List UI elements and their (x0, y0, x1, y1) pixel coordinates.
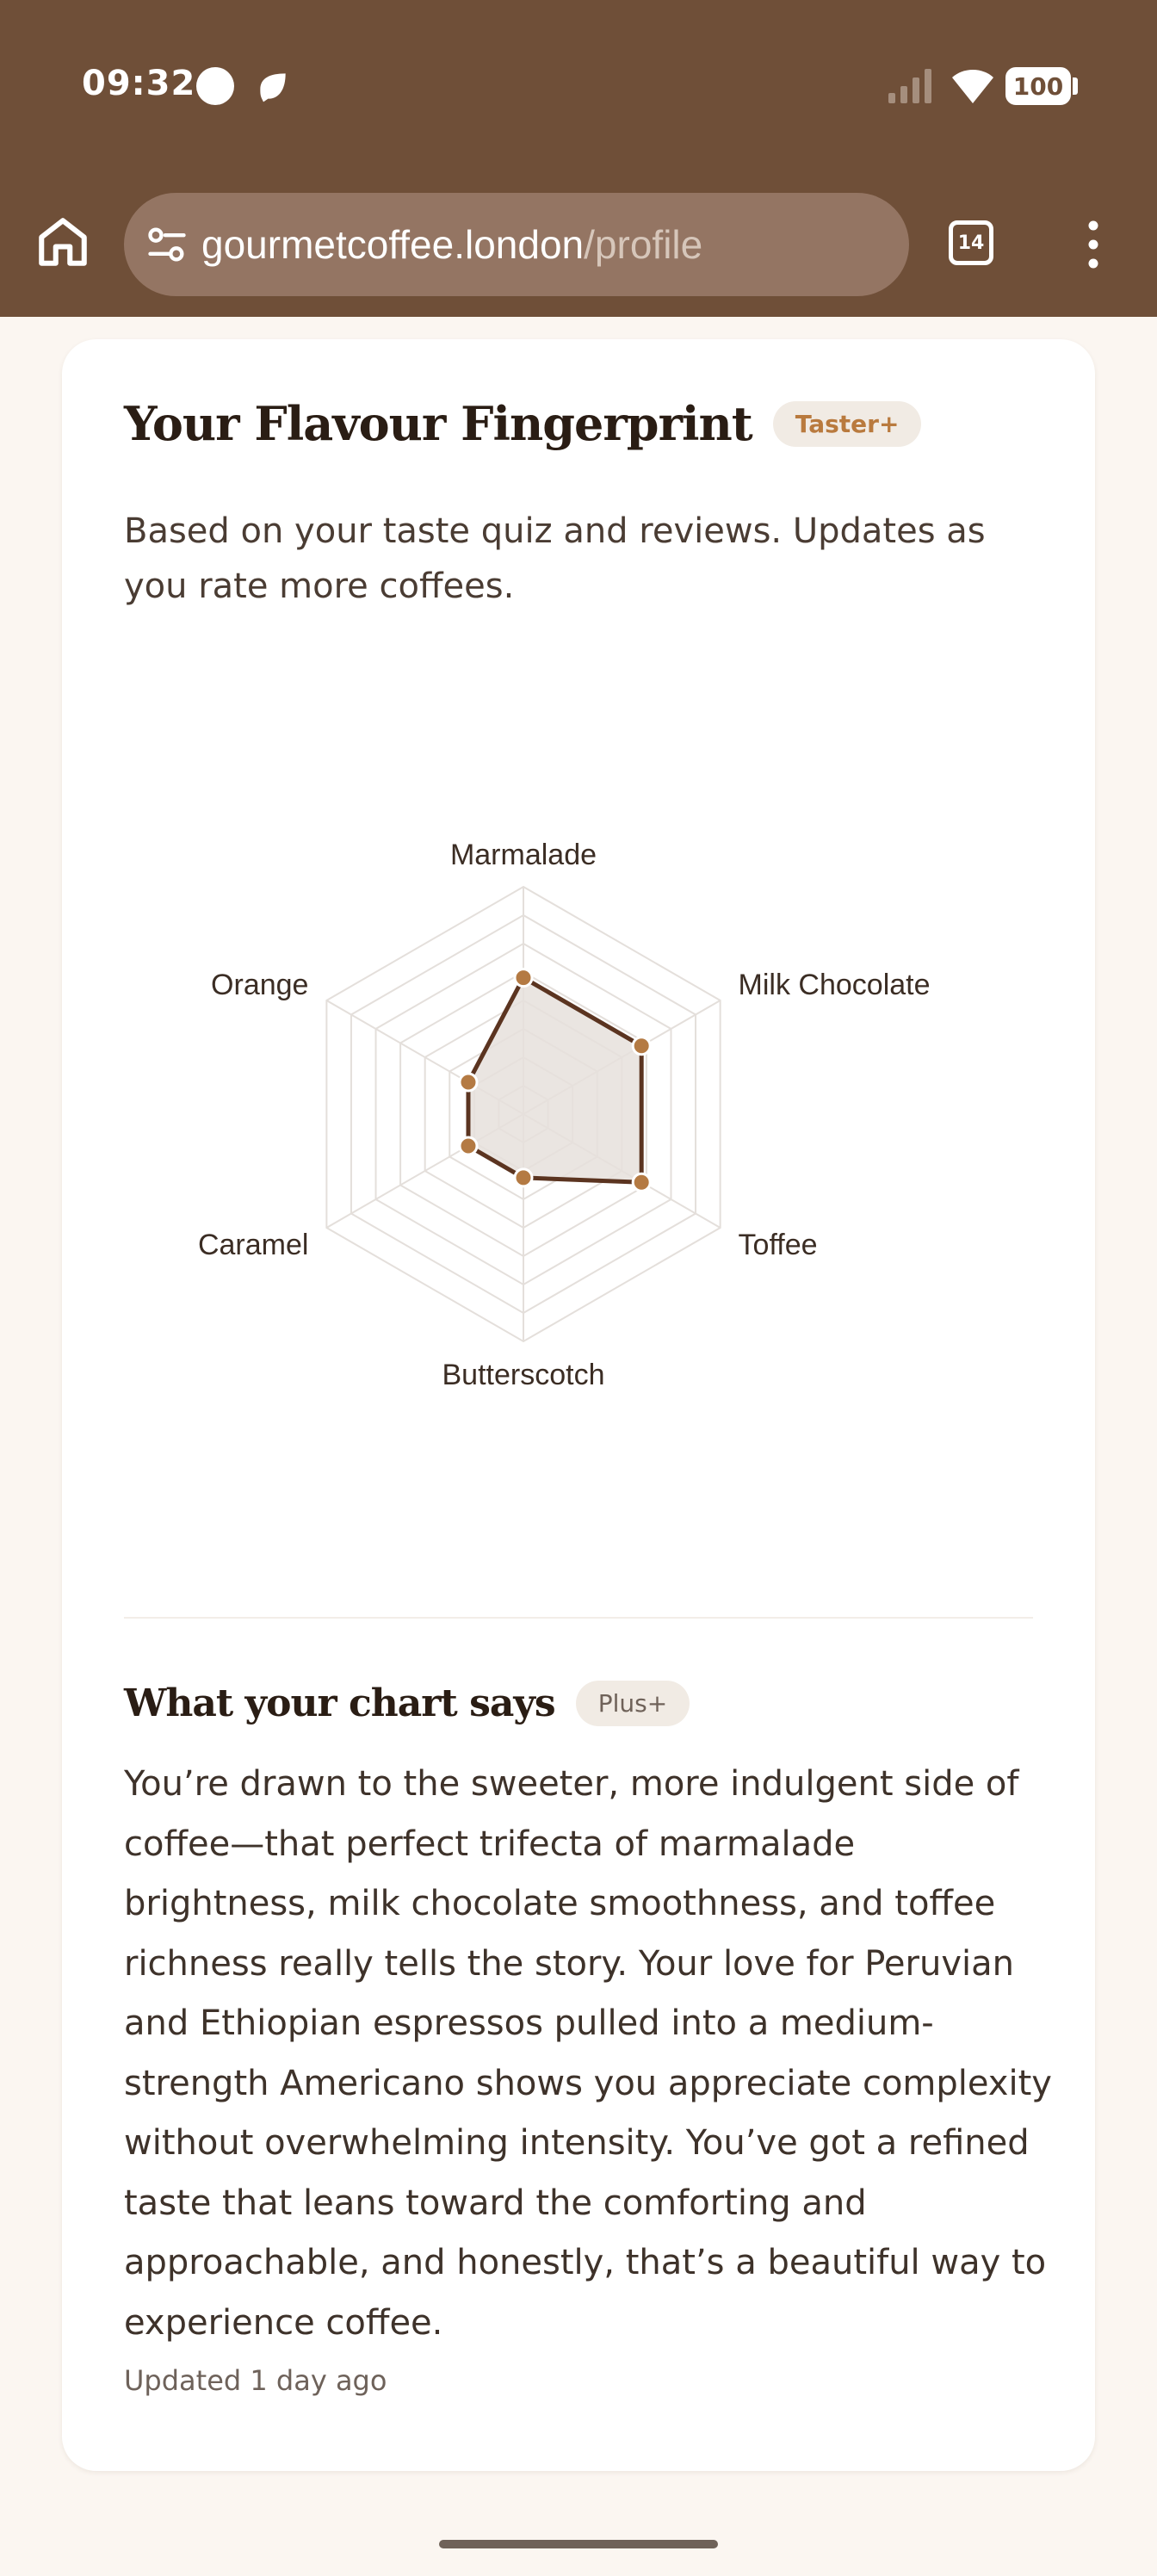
signal-icon (887, 67, 935, 105)
url-path: /profile (584, 222, 703, 267)
section-divider (124, 1617, 1033, 1619)
radar-point-milk-chocolate (633, 1037, 650, 1055)
radar-data-area (468, 978, 641, 1183)
leaf-notification-icon (254, 67, 292, 105)
site-settings-icon[interactable] (145, 222, 189, 267)
radar-point-marmalade (515, 969, 532, 987)
analysis-header (124, 1681, 690, 1726)
address-bar[interactable] (124, 193, 909, 296)
radar-point-orange (460, 1074, 477, 1091)
analysis-body: You’re drawn to the sweeter, more indulgent side of coffee—that perfect trifecta of marmalade brightness, milk chocolate smoothness, and toffee richness really tells the story. Your love for Peruvian and Ethiopian espressos pulled into a medium-strength Americano shows you appreciate complexity without overwhelming intensity. You’ve got a refined taste that leans toward the comforting and approachable, and honestly, that’s a beautiful way to experience coffee. (124, 1764, 1052, 2343)
home-icon[interactable] (34, 214, 91, 270)
radar-label-marmalade: Marmalade (449, 839, 597, 871)
plus-badge: Plus+ (576, 1681, 690, 1726)
wifi-icon (950, 65, 995, 105)
radar-point-caramel (460, 1137, 477, 1155)
notification-dot-icon (196, 67, 234, 105)
radar-label-toffee: Toffee (738, 1229, 818, 1261)
browser-top-bar (0, 0, 1157, 317)
card-subtitle: Based on your taste quiz and reviews. Updates as you rate more coffees. (124, 511, 986, 606)
analysis-title: What your chart says (124, 1681, 555, 1725)
url-domain: gourmetcoffee.london (201, 222, 585, 267)
taster-badge: Taster+ (773, 401, 922, 447)
status-time: 09:32 (82, 64, 196, 103)
battery-level: 100 (1012, 71, 1064, 101)
radar-point-toffee (633, 1173, 650, 1191)
updated-timestamp: Updated 1 day ago (124, 2364, 387, 2397)
card-title: Your Flavour Fingerprint (124, 396, 752, 451)
radar-label-butterscotch: Butterscotch (442, 1359, 605, 1391)
radar-label-milk-chocolate: Milk Chocolate (738, 969, 931, 1001)
flavour-radar-chart (124, 775, 1033, 1446)
radar-label-caramel: Caramel (197, 1229, 309, 1261)
battery-icon (1005, 67, 1071, 105)
tab-switcher-button[interactable]: 14 (949, 220, 993, 265)
url-text[interactable] (201, 221, 702, 268)
radar-label-orange: Orange (211, 969, 309, 1001)
card-header (124, 396, 921, 451)
battery-tip (1073, 77, 1078, 95)
radar-point-butterscotch (515, 1169, 532, 1186)
more-options-icon[interactable] (1080, 219, 1107, 270)
gesture-bar[interactable] (439, 2540, 718, 2548)
